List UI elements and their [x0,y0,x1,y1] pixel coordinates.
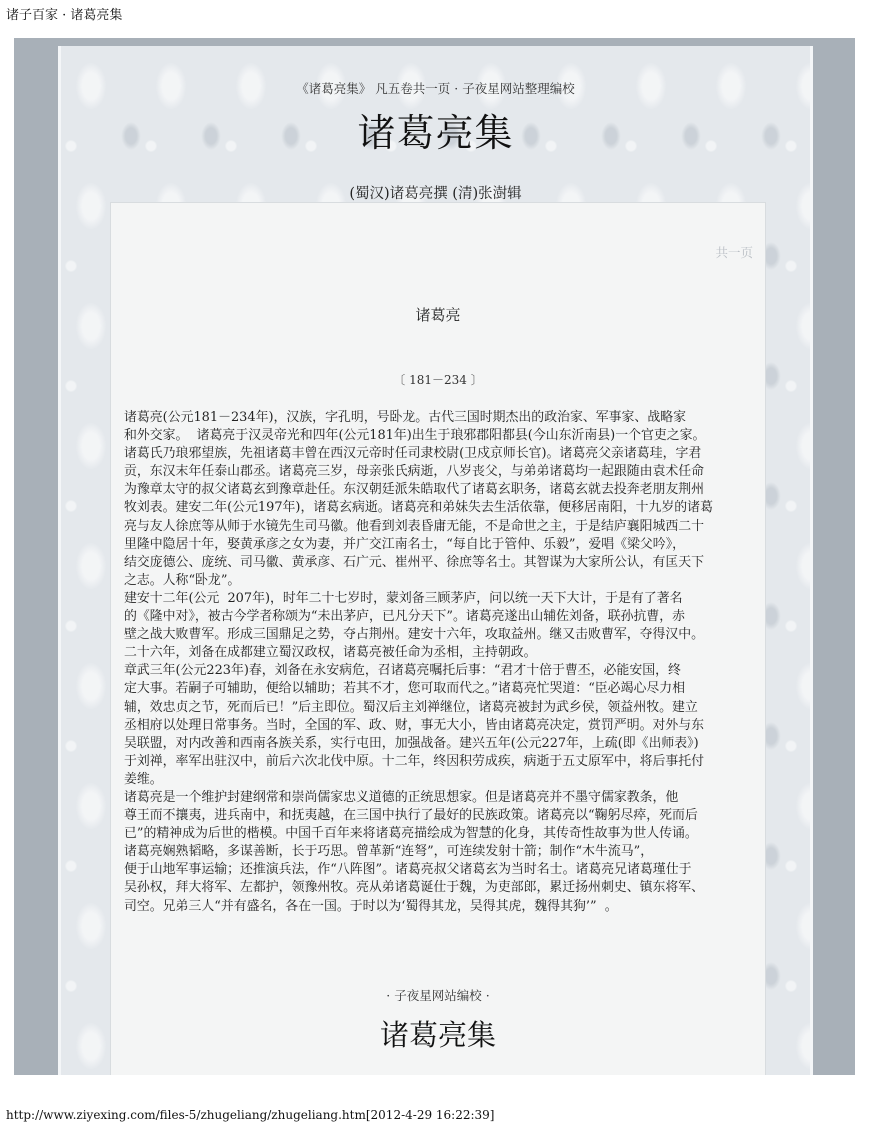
page-frame [14,38,855,1075]
footer-credit: · 子夜星网站编校 · [386,988,490,1003]
biography-text [124,409,756,916]
page-url: http://www.ziyexing.com/files-5/zhugeliang/zhugeliang.htm[2012-4-29 16:22:39] [6,1108,495,1122]
collection-info: 《诸葛亮集》 凡五卷共一页 · 子夜星网站整理编校 [296,81,575,96]
damask-background [58,46,813,1075]
footer-title: 诸葛亮集 [379,1018,496,1052]
page-title: 诸葛亮集 [357,111,514,155]
paragraph: 章武三年(公元223年)春，刘备在永安病危，召诸葛亮嘱托后事：“君才十倍于曹丕，必能安国，终 定大事。若嗣子可辅助，便给以辅助；若其不才，您可取而代之。”诸葛亮忙哭道：“臣必竭心尽力相 辅，效忠贞之节，死而后已！”后主即位。蜀汉后主刘禅继位，诸葛亮被封为武乡侯，领益州牧。建立 丞相府以处理日常事务。当时，全国的军、政、财，事无大小，皆由诸葛亮决定，赏罚严明。对外与东 吴联盟，对内改善和西南各族关系，实行屯田，加强战备。建兴五年(公元227年，上疏(即《出师表》) 于刘禅，率军出驻汉中，前后六次北伐中原。十二年，终因积劳成疾，病逝于五丈原军中，将后事托付 姜维。 [124,663,705,787]
page-count: 共一页 [715,245,753,260]
person-name: 诸葛亮 [415,306,461,324]
life-years: 〔 181－234 〕 [393,373,483,387]
authors-line: (蜀汉)诸葛亮撰 (清)张澍辑 [349,186,522,202]
window-title: 诸子百家 · 诸葛亮集 [6,8,123,23]
content-panel [110,202,766,1075]
paragraph: 建安十二年(公元 207年)，时年二十七岁时，蒙刘备三顾茅庐，问以统一天下大计，于是有了著名 的《隆中对》，被古今学者称颂为“未出茅庐，已凡分天下”。诸葛亮遂出山辅佐刘备，联孙抗曹，赤 壁之战大败曹军。形成三国鼎足之势，夺占荆州。建安十六年，攻取益州。继又击败曹军，夺得汉中。 二十六年，刘备在成都建立蜀汉政权，诸葛亮被任命为丞相，主持朝政。 [124,590,705,661]
paragraph: 诸葛亮(公元181－234年)，汉族，字孔明，号卧龙。古代三国时期杰出的政治家、军事家、战略家 和外交家。 诸葛亮于汉灵帝光和四年(公元181年)出生于琅邪郡阳都县(今山东沂南县)一个官吏之家。 诸葛氏乃琅邪望族，先祖诸葛丰曾在西汉元帝时任司隶校尉(卫戍京师长官)。诸葛亮父亲诸葛珪，字君 贡，东汉末年任泰山郡丞。诸葛亮三岁，母亲张氏病逝，八岁丧父，与弟弟诸葛均一起跟随由袁术任命 为豫章太守的叔父诸葛玄到豫章赴任。东汉朝廷派朱皓取代了诸葛玄职务，诸葛玄就去投奔老朋友荆州 牧刘表。建安二年(公元197年)，诸葛玄病逝。诸葛亮和弟妹失去生活依靠，便移居南阳，十九岁的诸葛 亮与友人徐庶等从师于水镜先生司马徽。他看到刘表昏庸无能，不是命世之主，于是结庐襄阳城西二十 里隆中隐居十年，娶黄承彦之女为妻，并广交江南名士，“每自比于管仲、乐毅”，爱唱《梁父吟》， 结交庞德公、庞统、司马徽、黄承彦、石广元、崔州平、徐庶等名士。其智谋为大家所公认，有匡天下 之志。人称“卧龙”。 [124,410,713,588]
paragraph: 诸葛亮是一个维护封建纲常和崇尚儒家忠义道德的正统思想家。但是诸葛亮并不墨守儒家教条，他 尊王而不攘夷，进兵南中，和抚夷越，在三国中执行了最好的民族政策。诸葛亮以“鞠躬尽瘁，死而后 已”的精神成为后世的楷模。中国千百年来将诸葛亮描绘成为智慧的化身，其传奇性故事为世人传诵。 诸葛亮娴熟韬略，多谋善断，长于巧思。曾革新“连弩”，可连续发射十箭；制作“木牛流马”， 便于山地军事运输；还推演兵法，作“八阵图”。诸葛亮叔父诸葛玄为当时名士。诸葛亮兄诸葛瑾仕于 吴孙权，拜大将军、左都护，领豫州牧。亮从弟诸葛诞仕于魏，为吏部郎，累迁扬州刺史、镇东将军、 司空。兄弟三人“并有盛名，各在一国。于时以为‘蜀得其龙，吴得其虎，魏得其狗’” 。 [124,789,705,914]
